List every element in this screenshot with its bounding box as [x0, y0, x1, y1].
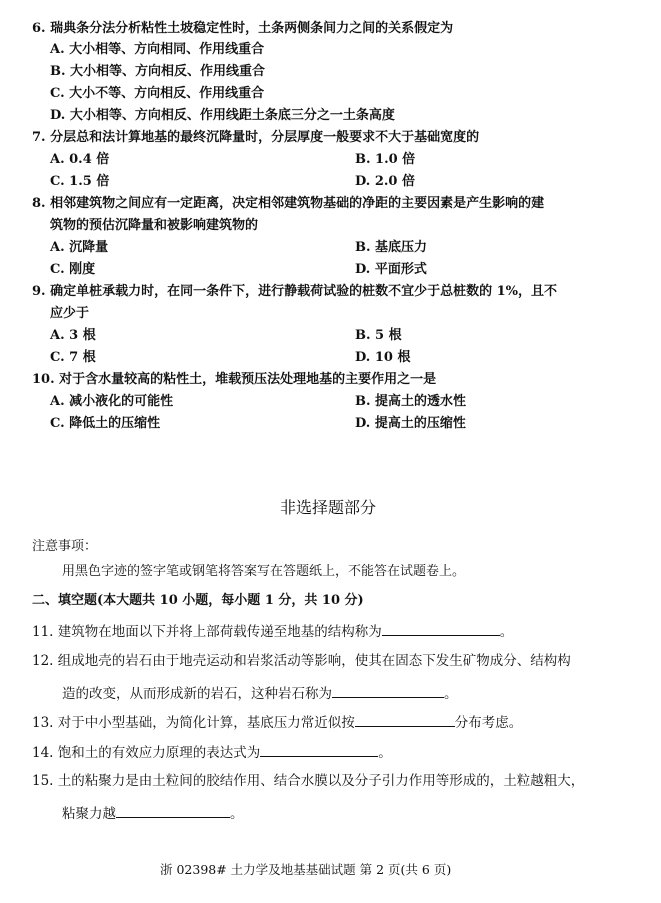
question-10-option-b: B. 提高土的透水性 [355, 394, 467, 409]
question-6-option-b: B. 大小相等、方向相反、作用线重合 [50, 64, 266, 79]
question-14-end: 。 [378, 745, 392, 761]
question-15-line1: 15. 土的粘聚力是由土粒间的胶结作用、结合水膜以及分子引力作用等形成的，土粒越粗大， [32, 773, 585, 789]
answer-blank-13 [355, 712, 455, 727]
question-9-option-c: C. 7 根 [50, 350, 96, 365]
question-10-option-d: D. 提高土的压缩性 [355, 416, 466, 431]
question-13 [32, 712, 522, 732]
question-8-option-c: C. 刚度 [50, 262, 96, 277]
question-7-option-d: D. 2.0 倍 [355, 174, 416, 189]
part2-title: 二、填空题(本大题共 10 小题，每小题 1 分，共 10 分) [32, 593, 364, 608]
question-8-stem-line2: 筑物的预估沉降量和被影响建筑物的 [50, 218, 259, 233]
question-12-text: 造的改变，从而形成新的岩石，这种岩石称为 [62, 686, 332, 702]
question-6-stem: 6. 瑞典条分法分析粘性土坡稳定性时，土条两侧条间力之间的关系假定为 [32, 21, 454, 36]
question-9-option-a: A. 3 根 [50, 328, 96, 343]
question-13-text: 13. 对于中小型基础，为简化计算，基底压力常近似按 [32, 715, 355, 731]
answer-blank-14 [260, 742, 378, 757]
question-9-option-b: B. 5 根 [355, 328, 402, 343]
question-7-option-b: B. 1.0 倍 [355, 152, 416, 167]
question-11-end: 。 [499, 624, 514, 640]
question-10-stem: 10. 对于含水量较高的粘性土，堆载预压法处理地基的主要作用之一是 [32, 372, 437, 387]
question-10-option-c: C. 降低土的压缩性 [50, 416, 161, 431]
answer-blank-12 [332, 683, 444, 698]
question-6-option-c: C. 大小不等、方向相反、作用线重合 [50, 86, 265, 101]
question-13-end: 分布考虑。 [454, 715, 523, 731]
question-11 [32, 621, 513, 641]
answer-blank-11 [382, 621, 500, 636]
question-8-option-d: D. 平面形式 [355, 262, 427, 277]
question-7-option-a: A. 0.4 倍 [50, 152, 110, 167]
question-9-stem-line2: 应少于 [50, 306, 90, 321]
question-7-stem: 7. 分层总和法计算地基的最终沉降量时，分层厚度一般要求不大于基础宽度的 [32, 130, 480, 145]
question-9-stem-line1: 9. 确定单桩承载力时，在同一条件下，进行静载荷试验的桩数不宜少于总桩数的 1%，且不 [32, 284, 558, 299]
notice-title: 注意事项： [32, 539, 98, 554]
page-footer: 浙 02398# 土力学及地基基础试题 第 2 页(共 6 页) [160, 862, 452, 877]
question-12-line1: 12. 组成地壳的岩石由于地壳运动和岩浆活动等影响，使其在固态下发生矿物成分、结构构 [32, 653, 571, 669]
question-14-text: 14. 饱和土的有效应力原理的表达式为 [32, 745, 261, 761]
question-12-line2 [62, 683, 458, 703]
question-10-option-a: A. 减小液化的可能性 [50, 394, 174, 409]
question-6-option-a: A. 大小相等、方向相同、作用线重合 [50, 42, 265, 57]
question-15-text: 粘聚力越 [62, 806, 116, 822]
question-8-stem-line1: 8. 相邻建筑物之间应有一定距离，决定相邻建筑物基础的净距的主要因素是产生影响的建 [32, 196, 545, 211]
notice-text: 用黑色字迹的签字笔或钢笔将答案写在答题纸上，不能答在试题卷上。 [62, 564, 466, 579]
question-6-option-d: D. 大小相等、方向相反、作用线距土条底三分之一土条高度 [50, 108, 395, 123]
question-8-option-a: A. 沉降量 [50, 240, 109, 255]
section-title: 非选择题部分 [280, 498, 377, 517]
question-15-end: 。 [230, 806, 244, 822]
question-7-option-c: C. 1.5 倍 [50, 174, 110, 189]
question-9-option-d: D. 10 根 [355, 350, 411, 365]
question-8-option-b: B. 基底压力 [355, 240, 428, 255]
answer-blank-15 [116, 803, 230, 818]
question-11-text: 11. 建筑物在地面以下并将上部荷载传递至地基的结构称为 [32, 624, 382, 640]
question-15-line2 [62, 803, 244, 823]
question-12-end: 。 [444, 686, 458, 702]
question-14 [32, 742, 392, 762]
